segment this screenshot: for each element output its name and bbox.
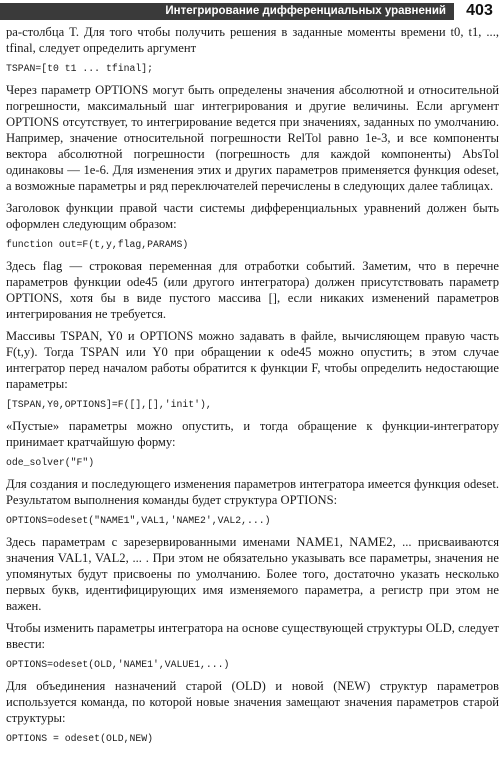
- code-line: OPTIONS=odeset(OLD,'NAME1',VALUE1,...): [6, 659, 230, 670]
- code-line: function out=F(t,y,flag,PARAMS): [6, 239, 189, 250]
- paragraph: Здесь параметрам с зарезервированными именами NAME1, NAME2, ... присваиваются значения VAL1, VAL2, ... . При этом не обязательно указывать все параметры, значения не упомянутых будут присвоены по умолчанию. Более того, достаточно указать несколько первых букв, идентифицирующих имя изменяемого параметра, а регистр при этом не важен.: [6, 535, 499, 613]
- code-line: [TSPAN,Y0,OPTIONS]=F([],[],'init'),: [6, 399, 212, 410]
- code-line: TSPAN=[t0 t1 ... tfinal];: [6, 63, 153, 74]
- code-line: ode_solver("F"): [6, 457, 95, 468]
- paragraph: Для объединения назначений старой (OLD) и новой (NEW) структур параметров используется команда, по которой новые значения замещают значения параметров старой структуры:: [6, 679, 499, 725]
- paragraph: Для создания и последующего изменения параметров интегратора имеется функция odeset. Результатом выполнения команды будет структура OPTIONS:: [6, 477, 499, 507]
- paragraph: Здесь flag — строковая переменная для отработки событий. Заметим, что в перечне параметров функции ode45 (или другого интегратора) должен присутствовать параметр OPTIONS, хотя бы в виде пустого массива [], если никаких изменений параметров интегрирования не требуется.: [6, 259, 499, 321]
- running-title: Интегрирование дифференциальных уравнений: [165, 5, 446, 17]
- paragraph: Заголовок функции правой части системы дифференциальных уравнений должен быть оформлен следующим образом:: [6, 201, 499, 231]
- code-line: OPTIONS=odeset("NAME1",VAL1,'NAME2',VAL2,...): [6, 515, 271, 526]
- paragraph: «Пустые» параметры можно опустить, и тогда обращение к функции-интегратору принимает кратчайшую форму:: [6, 419, 499, 449]
- paragraph: Чтобы изменить параметры интегратора на основе существующей структуры OLD, следует ввести:: [6, 621, 499, 651]
- page-body: [6, 24, 499, 752]
- paragraph: ра-столбца T. Для того чтобы получить решения в заданные моменты времени t0, t1, ..., tfinal, следует определить аргумент: [6, 25, 499, 55]
- page-number: 403: [466, 2, 493, 19]
- paragraph: Через параметр OPTIONS могут быть определены значения абсолютной и относительной погрешности, максимальный шаг интегрирования и другие величины. Если аргумент OPTIONS отсутствует, то интегрирование ведется при значениях, заданных по умолчанию. Например, значение относительной погрешности RelTol равно 1e-3, и все компоненты вектора абсолютной погрешности (погрешность для каждой компоненты) AbsTol одинаковы — 1e-6. Для изменения этих и других параметров применяется функция odeset, а возможные параметры и ряд переключателей перечислены в следующих далее таблицах.: [6, 83, 499, 193]
- page-header: [0, 0, 502, 22]
- code-line: OPTIONS = odeset(OLD,NEW): [6, 733, 153, 744]
- paragraph: Массивы TSPAN, Y0 и OPTIONS можно задавать в файле, вычисляющем правую часть F(t,y). Тогда TSPAN или Y0 при обращении к ode45 можно опустить; в этом случае интегратор перед началом работы обратится к функции F, чтобы определить недостающие параметры:: [6, 329, 499, 391]
